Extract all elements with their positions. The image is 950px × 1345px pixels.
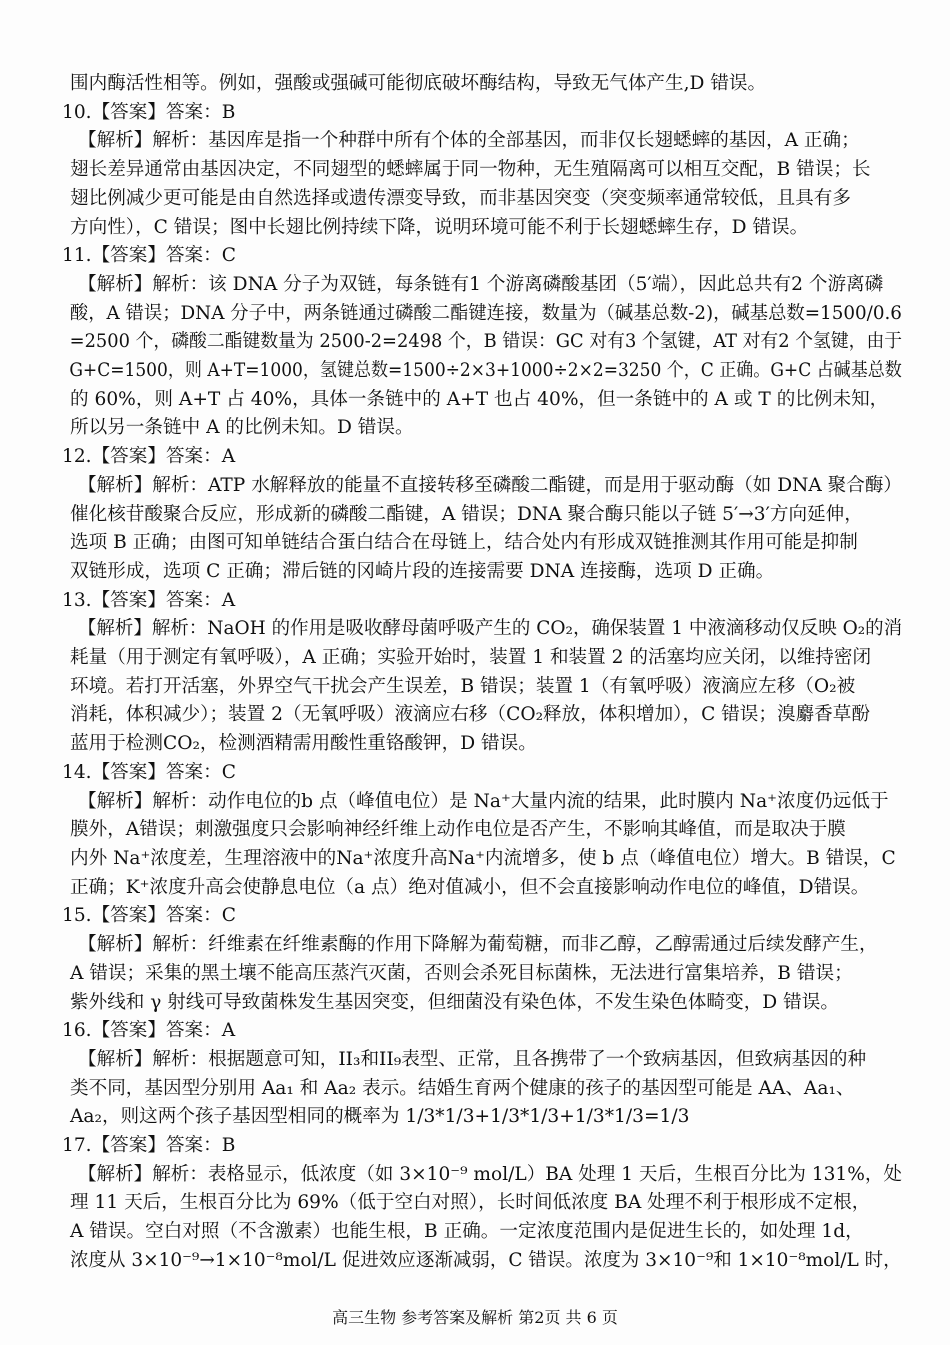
analysis-line: 【解析】解析：NaOH 的作用是吸收酵母菌呼吸产生的 CO₂，确保装置 1 中液滴移动仅反映 O₂的消 (77, 618, 903, 640)
text-line: 膜外，A错误；刺激强度只会影响神经纤维上动作电位是否产生，不影响其峰值，而是取决于膜 (70, 819, 846, 841)
text-line: 环境。若打开活塞，外界空气干扰会产生误差，B 错误；装置 1（有氧呼吸）液滴应左移（O₂被 (70, 675, 856, 697)
text-line: A 错误。空白对照（不含激素）也能生根，B 正确。一定浓度范围内是促进生长的，如处理 1d， (70, 1221, 864, 1243)
question-answer-line: 11.【答案】答案：C (62, 245, 236, 267)
question-answer-line: 12.【答案】答案：A (62, 446, 236, 468)
question-answer-line: 16.【答案】答案：A (62, 1020, 236, 1042)
text-line: 正确；K⁺浓度升高会使静息电位（a 点）绝对值减小，但不会直接影响动作电位的峰值，D错误。 (70, 876, 870, 898)
text-line: 双链形成，选项 C 正确；滞后链的冈崎片段的连接需要 DNA 连接酶，选项 D 正确。 (70, 560, 775, 582)
text-line: 催化核苷酸聚合反应，形成新的磷酸二酯键，A 错误；DNA 聚合酶只能以子链 5′→3′方向延伸， (70, 503, 863, 525)
text-line: =2500 个，磷酸二酯键数量为 2500-2=2498 个，B 错误：GC 对有3 个氢键，AT 对有2 个氢键，由于 (69, 331, 903, 353)
question-answer-line: 13.【答案】答案：A (62, 589, 236, 611)
text-line: 耗量（用于测定有氧呼吸），A 正确；实验开始时，装置 1 和装置 2 的活塞均应关闭，以维持密闭 (70, 647, 872, 669)
analysis-line: 【解析】解析：纤维素在纤维素酶的作用下降解为葡萄糖，而非乙醇，乙醇需通过后续发酵产生， (78, 934, 878, 956)
text-line: 的 60%，则 A+T 占 40%，具体一条链中的 A+T 也占 40%，但一条链中的 A 或 T 的比例未知， (70, 388, 889, 410)
question-answer-line: 14.【答案】答案：C (62, 761, 236, 783)
text-line: 选项 B 正确；由图可知单链结合蛋白结合在母链上，结合处内有形成双链推测其作用可能是抑制 (70, 532, 858, 554)
text-line: 所以另一条链中 A 的比例未知。D 错误。 (70, 417, 414, 439)
analysis-line: 【解析】解析：表格显示，低浓度（如 3×10⁻⁹ mol/L）BA 处理 1 天后，生根百分比为 131%，处 (77, 1163, 902, 1185)
text-line: 消耗，体积减少）；装置 2（无氧呼吸）液滴应右移（CO₂释放，体积增加），C 错误；溴麝香草酚 (70, 704, 870, 726)
text-line: 紫外线和 γ 射线可导致菌株发生基因突变，但细菌没有染色体，不发生染色体畸变，D 错误。 (70, 991, 839, 1013)
question-answer-line: 17.【答案】答案：B (62, 1135, 236, 1157)
text-line: 翅长差异通常由基因决定，不同翅型的蟋蟀属于同一物种，无生殖隔离可以相互交配，B 错误；长 (70, 159, 871, 181)
text-line: 翅比例减少更可能是由自然选择或遗传漂变导致，而非基因突变（突变频率通常较低，且具有多 (70, 187, 851, 209)
text-line: 蓝用于检测CO₂，检测酒精需用酸性重铬酸钾，D 错误。 (70, 733, 537, 755)
text-line: 方向性），C 错误；图中长翅比例持续下降，说明环境可能不利于长翅蟋蟀生存，D 错误。 (70, 216, 809, 238)
page-footer: 高三生物 参考答案及解析 第2页 共 6 页 (332, 1308, 618, 1327)
question-answer-line: 15.【答案】答案：C (62, 905, 236, 927)
text-line: A 错误；采集的黑土壤不能高压蒸汽灭菌，否则会杀死目标菌株，无法进行富集培养，B 错误； (70, 962, 853, 984)
analysis-line: 【解析】解析：基因库是指一个种群中所有个体的全部基因，而非仅长翅蟋蟀的基因，A 正确； (78, 130, 860, 152)
analysis-line: 【解析】解析：ATP 水解释放的能量不直接转移至磷酸二酯键，而是用于驱动酶（如 DNA 聚合酶） (77, 474, 902, 496)
answer-content (62, 70, 902, 1276)
analysis-line: 【解析】解析：动作电位的b 点（峰值电位）是 Na⁺大量内流的结果，此时膜内 Na⁺浓度仍远低于 (78, 790, 889, 812)
text-line: 内外 Na⁺浓度差，生理溶液中的Na⁺浓度升高Na⁺内流增多，使 b 点（峰值电位）增大。B 错误，C (70, 847, 896, 869)
question-answer-line: 10.【答案】答案：B (62, 101, 236, 123)
text-line: 类不同，基因型分别用 Aa₁ 和 Aa₂ 表示。结婚生育两个健康的孩子的基因型可能是 AA、Aa₁、 (70, 1077, 855, 1099)
text-line: G+C=1500，则 A+T=1000，氢键总数=1500÷2×3+1000÷2×2=3250 个，C 正确。G+C 占碱基总数 (69, 360, 902, 382)
text-line: 酸，A 错误；DNA 分子中，两条链通过磷酸二酯键连接，数量为（碱基总数-2)，碱基总数=1500/0.6 (69, 302, 902, 324)
text-line: 理 11 天后，生根百分比为 69%（低于空白对照），长时间低浓度 BA 处理不利于根形成不定根， (70, 1192, 871, 1214)
text-line: 浓度从 3×10⁻⁹→1×10⁻⁸mol/L 促进效应逐渐减弱，C 错误。浓度为 3×10⁻⁹和 1×10⁻⁸mol/L 时， (69, 1249, 902, 1271)
text-line: Aa₂，则这两个孩子基因型相同的概率为 1/3*1/3+1/3*1/3+1/3*1/3=1/3 (70, 1106, 690, 1128)
analysis-line: 【解析】解析：根据题意可知，II₃和II₉表型、正常，且各携带了一个致病基因，但致病基因的种 (78, 1048, 867, 1070)
analysis-line: 【解析】解析：该 DNA 分子为双链，每条链有1 个游离磷酸基团（5′端），因此总共有2 个游离磷 (78, 273, 884, 295)
text-line: 围内酶活性相等。例如，强酸或强碱可能彻底破坏酶结构，导致无气体产生,D 错误。 (70, 73, 767, 94)
